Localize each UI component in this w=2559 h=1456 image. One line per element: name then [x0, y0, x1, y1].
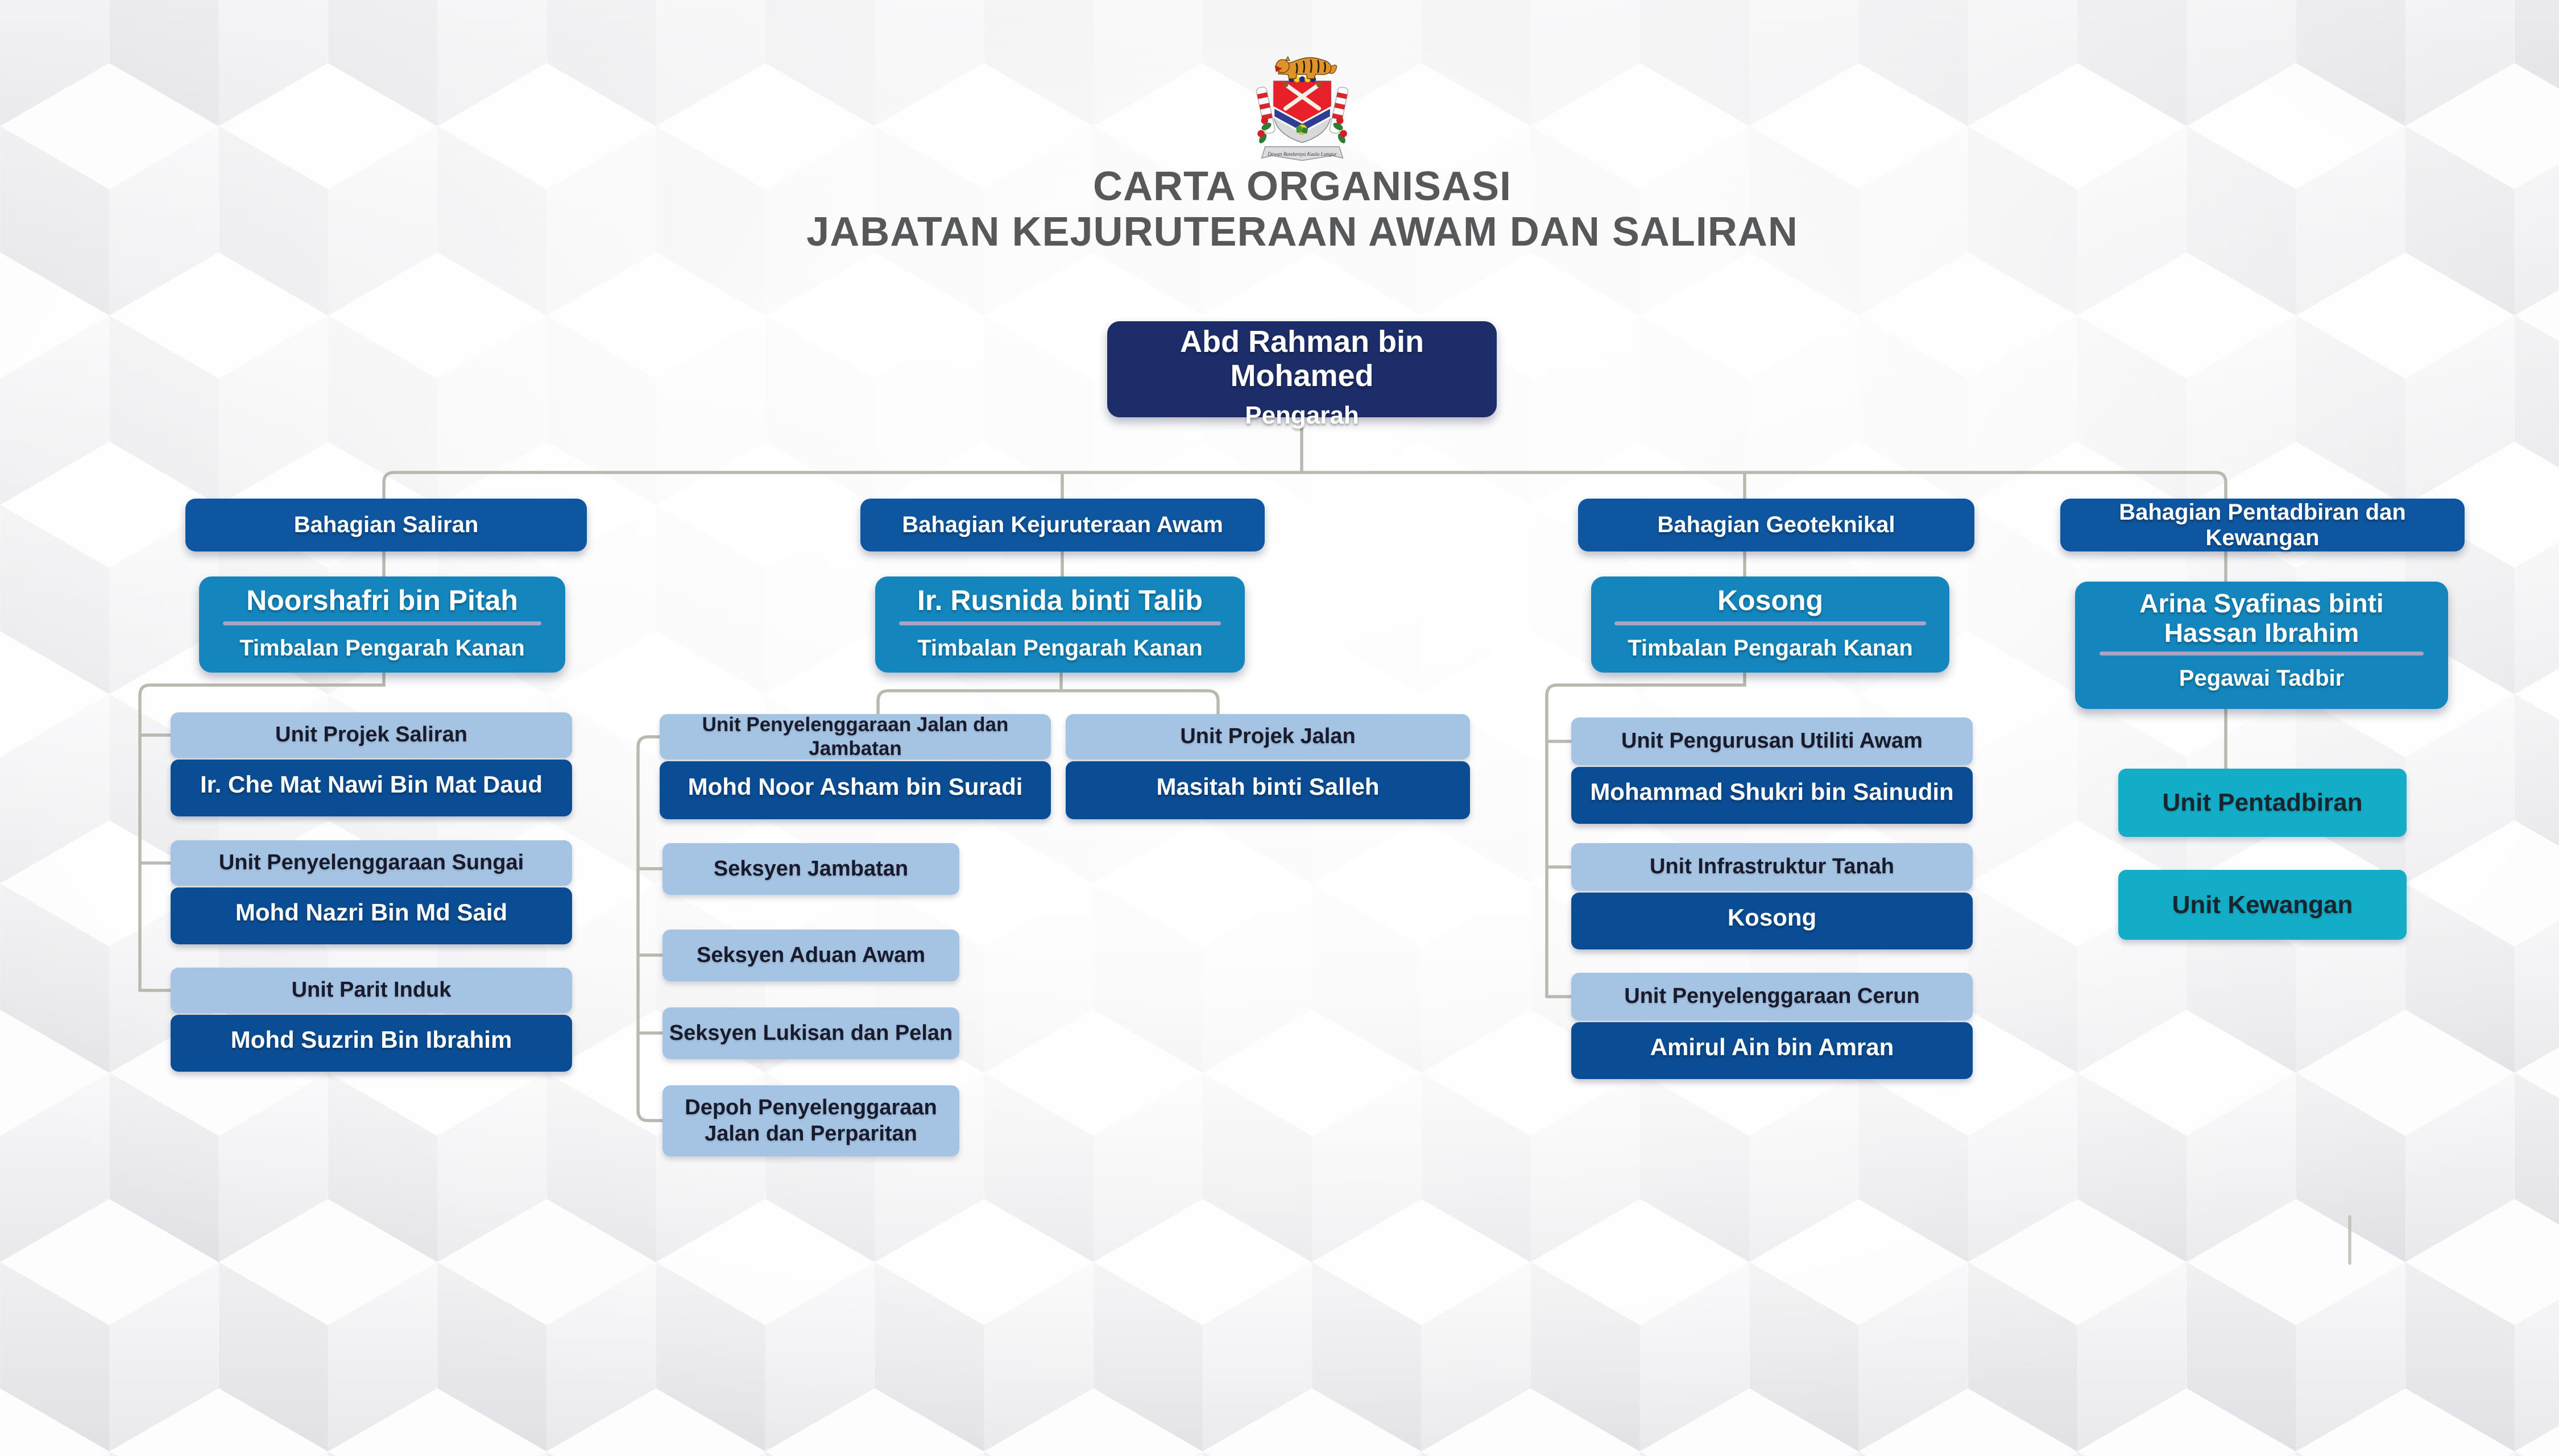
unit-officer-text: Masitah binti Salleh — [1156, 773, 1380, 800]
unit-officer-text: Mohd Nazri Bin Md Said — [235, 899, 508, 926]
head-name: Ir. Rusnida binti Talib — [917, 584, 1203, 617]
unit-officer-text: Kosong — [1727, 904, 1817, 931]
head-divider — [2100, 652, 2424, 656]
unit-label: Unit Infrastruktur Tanah — [1571, 843, 1973, 891]
unit-officer-text: Mohd Noor Asham bin Suradi — [688, 773, 1023, 800]
unit-officer — [171, 887, 572, 944]
page-title-line2: JABATAN KEJURUTERAAN AWAM DAN SALIRAN — [806, 209, 1798, 255]
head-divider — [1614, 621, 1926, 625]
sub-unit-kewangan: Unit Kewangan — [2118, 870, 2407, 940]
head-name: Kosong — [1717, 584, 1824, 617]
unit-officer — [1571, 893, 1973, 949]
crest-shield — [1274, 81, 1331, 143]
head-role: Timbalan Pengarah Kanan — [1628, 635, 1913, 661]
head-role: Timbalan Pengarah Kanan — [239, 635, 525, 661]
unit-officer — [171, 760, 572, 816]
section-box: Seksyen Lukisan dan Pelan — [662, 1007, 959, 1059]
unit-label: Unit Penyelenggaraan Cerun — [1571, 973, 1973, 1021]
crest-tiger — [1275, 57, 1337, 79]
unit-officer — [1571, 767, 1973, 824]
head-box-pentadbiran-kewangan — [2075, 582, 2448, 709]
page-title-line1: CARTA ORGANISASI — [1093, 164, 1512, 209]
branch-header-pentadbiran-kewangan: Bahagian Pentadbiran dan Kewangan — [2060, 499, 2465, 551]
branch-header-kejuruteraan-awam: Bahagian Kejuruteraan Awam — [860, 499, 1265, 551]
unit-label: Unit Penyelenggaraan Jalan dan Jambatan — [660, 714, 1051, 760]
head-role: Timbalan Pengarah Kanan — [917, 635, 1203, 661]
unit-officer — [1571, 1022, 1973, 1079]
unit-label: Unit Projek Saliran — [171, 712, 572, 758]
unit-label: Unit Pengurusan Utiliti Awam — [1571, 717, 1973, 765]
director-name: Abd Rahman bin Mohamed — [1180, 325, 1424, 393]
head-box-kejuruteraan-awam — [875, 576, 1245, 673]
crest-scroll — [1262, 147, 1343, 160]
branch-header-geoteknikal: Bahagian Geoteknikal — [1578, 499, 1974, 551]
section-box: Seksyen Aduan Awam — [662, 930, 959, 981]
section-box: Depoh Penyelenggaraan Jalan dan Perparitan — [662, 1085, 959, 1156]
unit-officer — [171, 1015, 572, 1072]
section-box: Seksyen Jambatan — [662, 843, 959, 895]
director-role: Pengarah — [1245, 401, 1359, 429]
unit-officer — [1066, 761, 1470, 819]
head-name: Noorshafri bin Pitah — [246, 584, 518, 617]
dbkl-crest — [1243, 50, 1362, 169]
unit-label: Unit Projek Jalan — [1066, 714, 1470, 760]
unit-label: Unit Parit Induk — [171, 968, 572, 1013]
head-box-geoteknikal — [1591, 576, 1949, 673]
unit-officer-text: Amirul Ain bin Amran — [1650, 1034, 1894, 1060]
head-name: Arina Syafinas binti Hassan Ibrahim — [2139, 588, 2384, 648]
director-box — [1107, 321, 1497, 429]
head-role: Pegawai Tadbir — [2179, 666, 2345, 691]
unit-officer-text: Mohd Suzrin Bin Ibrahim — [230, 1026, 512, 1053]
crest-ribbon-text: Dewan Bandaraya Kuala Lumpur — [1268, 151, 1337, 157]
sub-unit-pentadbiran: Unit Pentadbiran — [2118, 769, 2407, 837]
head-divider — [223, 621, 541, 625]
head-divider — [899, 621, 1221, 625]
unit-officer-text: Mohammad Shukri bin Sainudin — [1590, 778, 1954, 805]
unit-officer — [660, 761, 1051, 819]
unit-officer-text: Ir. Che Mat Nawi Bin Mat Daud — [200, 771, 543, 798]
head-box-saliran — [199, 576, 565, 673]
branch-header-saliran: Bahagian Saliran — [185, 499, 587, 551]
unit-label: Unit Penyelenggaraan Sungai — [171, 840, 572, 886]
